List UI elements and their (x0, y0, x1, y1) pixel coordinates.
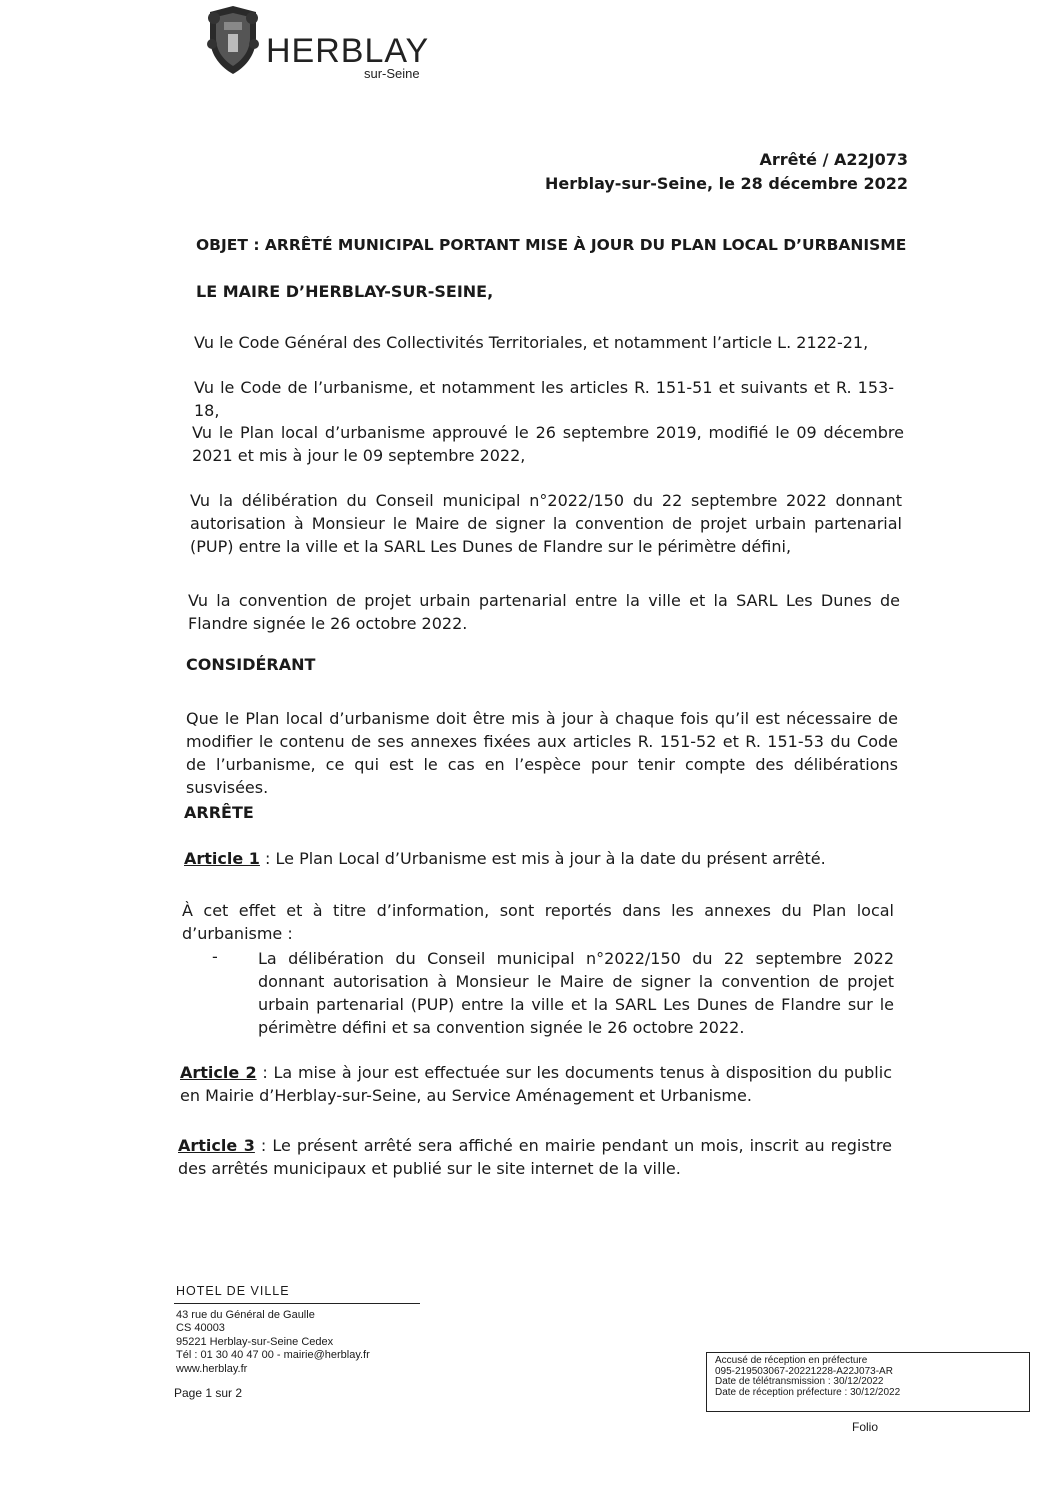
arrete-heading: ARRÊTE (184, 803, 254, 822)
city-logo (204, 4, 464, 84)
footer-address (176, 1309, 370, 1376)
visa-4: Vu la délibération du Conseil municipal n°2022/150 du 22 septembre 2022 donnant autorisation à Monsieur le Maire de signer la convention de projet urbain partenarial (PUP) entre la ville et la SARL Les Dunes de Flandre sur le périmètre défini, (190, 491, 902, 556)
logo-subtitle: sur-Seine (364, 66, 420, 81)
mayor-heading: LE MAIRE D’HERBLAY-SUR-SEINE, (196, 282, 494, 301)
info-intro: À cet effet et à titre d’information, sont reportés dans les annexes du Plan local d’urbanisme : (182, 901, 894, 943)
object-line: OBJET : ARRÊTÉ MUNICIPAL PORTANT MISE À JOUR DU PLAN LOCAL D’URBANISME (196, 236, 907, 254)
article-1-label: Article 1 (184, 849, 260, 868)
footer-title: HOTEL DE VILLE (176, 1284, 290, 1298)
article-3-label: Article 3 (178, 1136, 255, 1155)
article-3 (178, 1134, 892, 1180)
logo-name: HERBLAY (266, 32, 430, 70)
folio-label: Folio (852, 1420, 879, 1434)
arrete-reference: Arrêté / A22J073 (759, 150, 908, 169)
address-line: Tél : 01 30 40 47 00 - mairie@herblay.fr (176, 1349, 370, 1362)
address-line: 43 rue du Général de Gaulle (176, 1309, 315, 1321)
prefecture-receipt-stamp (706, 1352, 1030, 1412)
address-line: CS 40003 (176, 1322, 225, 1335)
footer-divider (174, 1303, 420, 1304)
stamp-line: Accusé de réception en préfecture (715, 1355, 868, 1366)
page-number: Page 1 sur 2 (174, 1386, 243, 1400)
bullet-text: La délibération du Conseil municipal n°2022/150 du 22 septembre 2022 donnant autorisation à Monsieur le Maire de signer la convention de projet urbain partenarial (PUP) entre la ville et la SARL Les Dunes de Flandre sur le périmètre défini et sa convention signée le 26 octobre 2022. (258, 949, 894, 1037)
address-line: 95221 Herblay-sur-Seine Cedex (176, 1335, 334, 1348)
visa-2: Vu le Code de l’urbanisme, et notamment les articles R. 151-51 et suivants et R. 153-18, (194, 378, 894, 420)
considerant-text: Que le Plan local d’urbanisme doit être mis à jour à chaque fois qu’il est nécessaire de modifier le contenu de ses annexes fixées aux articles R. 151-52 et R. 151-53 du Code de l’urbanisme, ce qui est le cas en l’espèce pour tenir compte des délibérations susvisées. (186, 709, 898, 797)
article-2 (180, 1061, 892, 1107)
coat-of-arms-icon (204, 4, 262, 76)
article-2-text: : La mise à jour est effectuée sur les documents tenus à disposition du public en Mairie d’Herblay-sur-Seine, au Service Aménagement et Urbanisme. (180, 1063, 892, 1105)
visa-5: Vu la convention de projet urbain partenarial entre la ville et la SARL Les Dunes de Flandre signée le 26 octobre 2022. (188, 591, 900, 633)
article-1 (184, 849, 826, 868)
considerant-heading: CONSIDÉRANT (186, 655, 316, 674)
bullet-marker: - (212, 947, 218, 966)
article-1-text: : Le Plan Local d’Urbanisme est mis à jour à la date du présent arrêté. (259, 849, 826, 868)
place-date: Herblay-sur-Seine, le 28 décembre 2022 (545, 174, 908, 193)
stamp-line: 095-219503067-20221228-A22J073-AR (715, 1365, 893, 1377)
article-2-label: Article 2 (180, 1063, 257, 1082)
visa-3: Vu le Plan local d’urbanisme approuvé le 26 septembre 2019, modifié le 09 décembre 2021 et mis à jour le 09 septembre 2022, (192, 423, 904, 465)
stamp-line: Date de réception préfecture : 30/12/2022 (715, 1386, 901, 1398)
stamp-line: Date de télétransmission : 30/12/2022 (715, 1376, 884, 1387)
article-3-text: : Le présent arrêté sera affiché en mairie pendant un mois, inscrit au registre des arrêtés municipaux et publié sur le site internet de la ville. (178, 1136, 892, 1178)
visa-1: Vu le Code Général des Collectivités Territoriales, et notamment l’article L. 2122-21, (194, 333, 869, 352)
address-line: www.herblay.fr (176, 1362, 248, 1375)
